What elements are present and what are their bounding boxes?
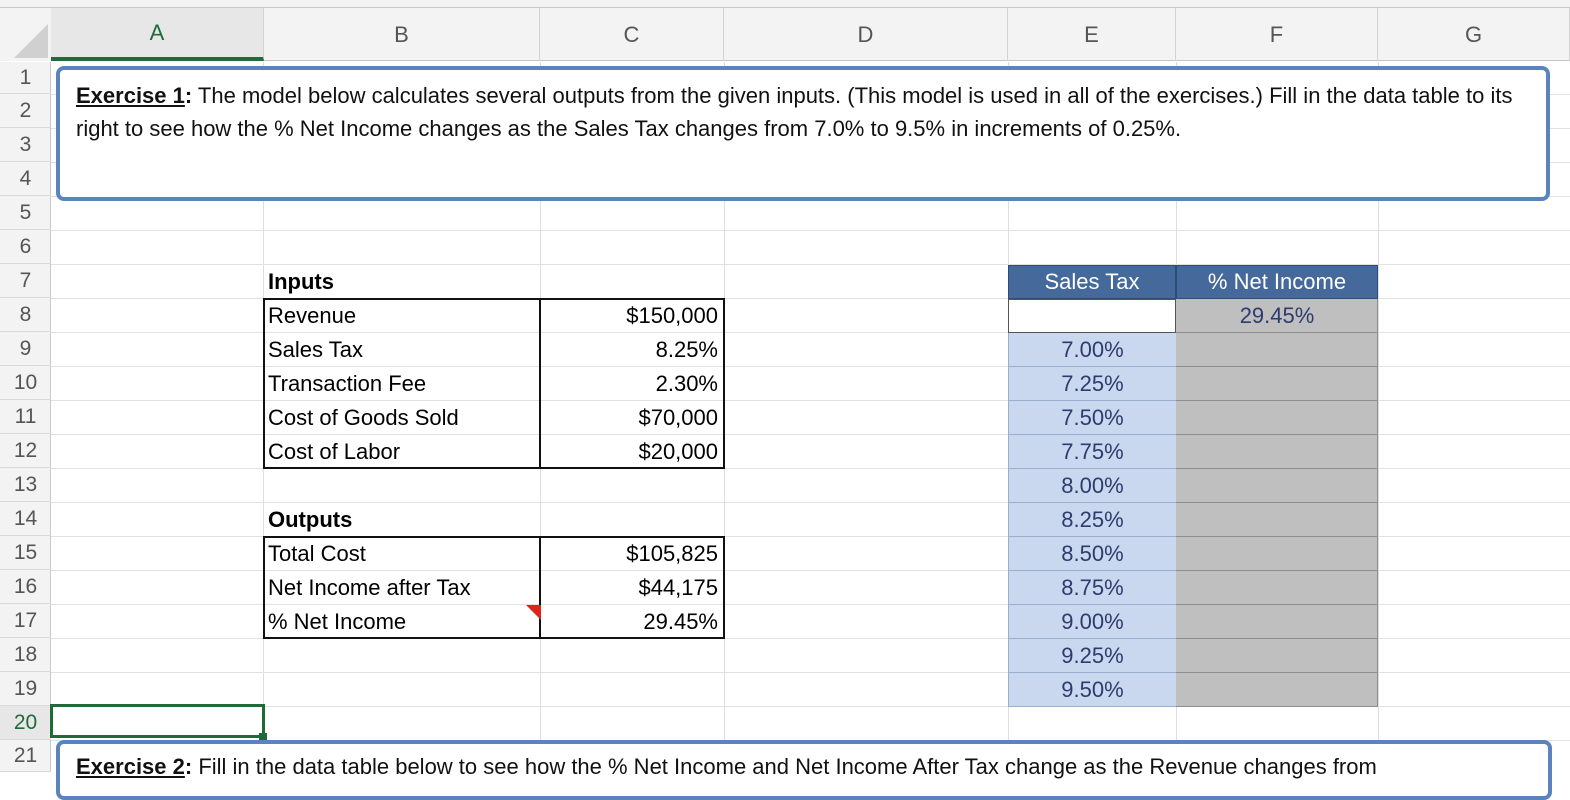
data-table-result-cell[interactable] [1176, 435, 1378, 469]
column-header-b[interactable]: B [264, 8, 540, 61]
select-all-corner[interactable] [0, 8, 52, 61]
row-header-9[interactable]: 9 [0, 332, 51, 366]
data-table-result-cell[interactable] [1176, 503, 1378, 537]
input-value-revenue[interactable]: $150,000 [626, 303, 718, 328]
data-table-result-cell[interactable] [1176, 469, 1378, 503]
row-header-16[interactable]: 16 [0, 570, 51, 604]
data-table-sales-tax-cell[interactable]: 7.50% [1008, 401, 1176, 435]
input-label-revenue[interactable]: Revenue [268, 303, 357, 328]
row-header-15[interactable]: 15 [0, 536, 51, 570]
row-header-19[interactable]: 19 [0, 672, 51, 706]
output-label-pct-net-income[interactable]: % Net Income [268, 609, 407, 634]
row-header-bar [0, 62, 51, 772]
data-table-result-cell[interactable] [1176, 401, 1378, 435]
row-header-10[interactable]: 10 [0, 366, 51, 400]
column-header-e[interactable]: E [1008, 8, 1176, 61]
data-table-sales-tax-cell[interactable]: 9.50% [1008, 673, 1176, 707]
row-header-6[interactable]: 6 [0, 230, 51, 264]
row-header-11[interactable]: 11 [0, 400, 51, 434]
row-header-2[interactable]: 2 [0, 94, 51, 128]
data-table-header-pct-net-income: % Net Income [1176, 265, 1378, 299]
data-table-result-cell[interactable] [1176, 605, 1378, 639]
output-label-net-income-after-tax[interactable]: Net Income after Tax [268, 575, 471, 600]
data-table-result-cell[interactable] [1176, 673, 1378, 707]
input-value-sales-tax[interactable]: 8.25% [655, 337, 718, 362]
data-table-formula-value: 29.45% [1239, 303, 1315, 328]
input-label-cost-of-labor[interactable]: Cost of Labor [268, 439, 401, 464]
row-header-4[interactable]: 4 [0, 162, 51, 196]
data-table-sales-tax-cell[interactable]: 7.00% [1008, 333, 1176, 367]
output-label-total-cost[interactable]: Total Cost [268, 541, 366, 566]
exercise-1-title: Exercise 1: [76, 83, 193, 108]
column-header-a[interactable]: A [51, 8, 264, 61]
output-value-net-income-after-tax[interactable]: $44,175 [638, 575, 718, 600]
row-header-14[interactable]: 14 [0, 502, 51, 536]
row-header-13[interactable]: 13 [0, 468, 51, 502]
column-header-bar [0, 8, 1570, 61]
input-label-cogs[interactable]: Cost of Goods Sold [268, 405, 459, 430]
data-table-result-cell[interactable] [1176, 333, 1378, 367]
row-header-18[interactable]: 18 [0, 638, 51, 672]
row-header-7[interactable]: 7 [0, 264, 51, 298]
input-value-transaction-fee[interactable]: 2.30% [655, 371, 718, 396]
row-header-17[interactable]: 17 [0, 604, 51, 638]
comment-indicator-icon[interactable] [526, 605, 541, 620]
row-header-12[interactable]: 12 [0, 434, 51, 468]
row-header-1[interactable]: 1 [0, 62, 51, 94]
selected-cell-a20[interactable] [50, 704, 265, 738]
row-header-20[interactable]: 20 [0, 706, 51, 740]
data-table-sales-tax-cell[interactable]: 8.00% [1008, 469, 1176, 503]
column-header-c[interactable]: C [540, 8, 724, 61]
data-table-sales-tax-cell[interactable]: 9.25% [1008, 639, 1176, 673]
row-header-21[interactable]: 21 [0, 740, 51, 772]
output-value-pct-net-income[interactable]: 29.45% [643, 609, 718, 634]
inputs-header: Inputs [268, 269, 334, 294]
outputs-header: Outputs [268, 507, 353, 532]
data-table-sales-tax-cell[interactable]: 8.25% [1008, 503, 1176, 537]
data-table-sales-tax-cell[interactable]: 7.75% [1008, 435, 1176, 469]
data-table-result-cell[interactable] [1176, 367, 1378, 401]
data-table-result-cell[interactable] [1176, 639, 1378, 673]
data-table-blank-corner-cell[interactable] [1008, 299, 1176, 333]
exercise-2-title: Exercise 2: [76, 754, 193, 779]
window-top-strip [0, 0, 1570, 8]
input-value-cost-of-labor[interactable]: $20,000 [638, 439, 718, 464]
input-value-cogs[interactable]: $70,000 [638, 405, 718, 430]
column-header-d[interactable]: D [724, 8, 1008, 61]
output-value-total-cost[interactable]: $105,825 [626, 541, 718, 566]
data-table-result-cell[interactable] [1176, 537, 1378, 571]
data-table-sales-tax-cell[interactable]: 8.50% [1008, 537, 1176, 571]
input-label-transaction-fee[interactable]: Transaction Fee [268, 371, 427, 396]
data-table-result-cell[interactable] [1176, 571, 1378, 605]
exercise-1-textbox[interactable] [56, 66, 1550, 201]
exercise-1-text: The model below calculates several outputs from the given inputs. (This model is used in all of the exercises.) Fill in the data table to its right to see how the % Net Income changes as the Sales Tax changes from 7.0% to 9.5% in increments of 0.25%. [76, 83, 1513, 141]
row-header-3[interactable]: 3 [0, 128, 51, 162]
column-header-f[interactable]: F [1176, 8, 1378, 61]
exercise-2-textbox[interactable] [56, 740, 1552, 800]
row-header-5[interactable]: 5 [0, 196, 51, 230]
exercise-2-text: Fill in the data table below to see how the % Net Income and Net Income After Tax change as the Revenue changes from [192, 754, 1377, 779]
data-table-header-sales-tax: Sales Tax [1008, 265, 1176, 299]
data-table-sales-tax-cell[interactable]: 8.75% [1008, 571, 1176, 605]
row-header-8[interactable]: 8 [0, 298, 51, 332]
input-label-sales-tax[interactable]: Sales Tax [268, 337, 363, 362]
column-header-g[interactable]: G [1378, 8, 1570, 61]
data-table-sales-tax-cell[interactable]: 7.25% [1008, 367, 1176, 401]
data-table-sales-tax-cell[interactable]: 9.00% [1008, 605, 1176, 639]
